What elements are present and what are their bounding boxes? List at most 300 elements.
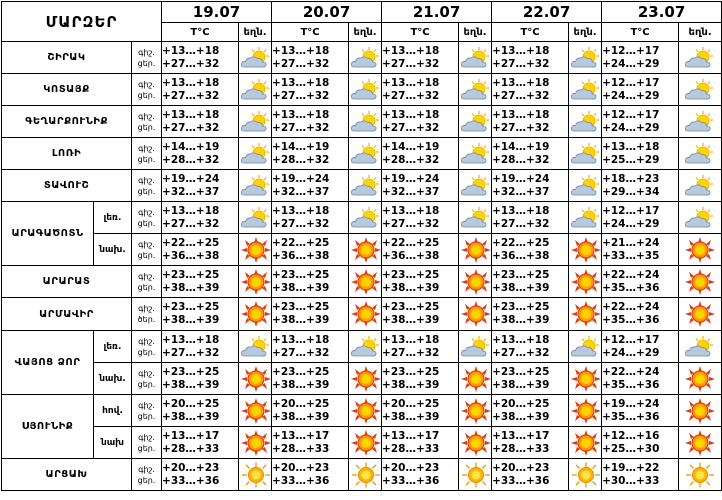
period-labels <box>132 42 162 74</box>
temperature-cell <box>272 331 349 363</box>
weather-cell <box>459 395 492 427</box>
hot-sun-icon <box>459 301 492 327</box>
day-label: ցեր. <box>137 186 156 196</box>
sun-icon <box>459 462 492 488</box>
night-temp: +20…+25 <box>272 397 330 410</box>
day-temp: +32…+37 <box>162 185 220 198</box>
partly-cloudy-icon <box>459 110 492 134</box>
weather-cell <box>349 170 382 202</box>
temperature-cell <box>492 202 569 234</box>
table-row <box>2 202 722 234</box>
day-temp: +28…+33 <box>272 442 330 455</box>
date-header: 22.07 <box>492 2 602 23</box>
night-temp: +23…+25 <box>162 268 220 281</box>
date-header: 21.07 <box>382 2 492 23</box>
weather-cell <box>459 42 492 74</box>
night-temp: +13…+18 <box>162 44 220 57</box>
temperature-cell <box>162 42 239 74</box>
temperature-cell <box>272 363 349 395</box>
weather-cell <box>239 427 272 459</box>
day-temp: +27…+32 <box>382 121 440 134</box>
night-temp: +22…+25 <box>162 236 220 249</box>
partly-cloudy-icon <box>569 142 602 166</box>
temperature-cell <box>492 459 569 491</box>
day-temp: +27…+32 <box>272 57 330 70</box>
temperature-cell <box>272 298 349 331</box>
table-row <box>2 459 722 491</box>
hot-sun-icon <box>569 430 602 456</box>
day-temp: +35…+36 <box>602 314 660 326</box>
temp-column-header: T°C <box>382 23 459 42</box>
period-labels <box>132 106 162 138</box>
weather-cell <box>239 106 272 138</box>
night-temp: +13…+18 <box>272 44 330 57</box>
partly-cloudy-icon <box>459 335 492 359</box>
day-temp: +24…+29 <box>602 57 660 70</box>
day-temp: +27…+32 <box>382 217 440 230</box>
weather-cell <box>569 266 602 298</box>
temperature-cell <box>162 266 239 298</box>
night-temp: +19…+24 <box>162 172 220 185</box>
weather-cell <box>569 427 602 459</box>
period-labels <box>132 234 162 266</box>
weather-cell <box>239 266 272 298</box>
night-temp: +14…+19 <box>272 140 330 153</box>
night-temp: +13…+18 <box>492 44 550 57</box>
night-temp: +13…+18 <box>382 333 440 346</box>
night-temp: +20…+23 <box>272 461 330 474</box>
partly-cloudy-icon <box>349 78 382 102</box>
temperature-cell <box>162 234 239 266</box>
subregion-label: հով. <box>94 395 132 427</box>
night-temp: +20…+23 <box>382 461 440 474</box>
night-label: գիշ. <box>138 239 155 249</box>
hot-sun-icon <box>459 430 492 456</box>
partly-cloudy-icon <box>349 46 382 70</box>
table-row <box>2 298 722 331</box>
hot-sun-icon <box>683 301 717 327</box>
temperature-cell <box>602 202 679 234</box>
night-label: գիշ. <box>138 464 155 474</box>
hot-sun-icon <box>569 398 602 424</box>
night-temp: +23…+25 <box>382 365 440 378</box>
night-temp: +22…+24 <box>602 301 660 313</box>
weather-cell <box>569 202 602 234</box>
table-row <box>2 106 722 138</box>
night-label: գիշ. <box>138 79 155 89</box>
partly-cloudy-icon <box>569 335 602 359</box>
day-label: ցեր. <box>137 347 156 357</box>
temperature-cell <box>272 138 349 170</box>
day-temp: +38…+39 <box>492 314 550 326</box>
night-label: գիշ. <box>138 143 155 153</box>
temperature-cell <box>602 395 679 427</box>
night-temp: +12…+17 <box>602 44 660 57</box>
temperature-cell <box>492 138 569 170</box>
weather-cell <box>239 170 272 202</box>
regions-header: ՄԱՐԶԵՐ <box>2 2 162 42</box>
region-name: ԼՈՌԻ <box>2 138 132 170</box>
day-temp: +32…+37 <box>492 185 550 198</box>
night-temp: +14…+19 <box>162 140 220 153</box>
temperature-cell <box>382 459 459 491</box>
day-temp: +38…+39 <box>272 378 330 391</box>
day-label: ցեր. <box>137 90 156 100</box>
temperature-cell <box>162 202 239 234</box>
partly-cloudy-icon <box>349 142 382 166</box>
weather-cell <box>569 74 602 106</box>
night-temp: +19…+24 <box>272 172 330 185</box>
table-row <box>2 331 722 363</box>
temperature-cell <box>272 266 349 298</box>
weather-cell <box>459 266 492 298</box>
partly-cloudy-icon <box>239 78 272 102</box>
hot-sun-icon <box>683 398 717 424</box>
hot-sun-icon <box>683 430 717 456</box>
weather-cell <box>239 202 272 234</box>
temperature-cell <box>382 234 459 266</box>
partly-cloudy-icon <box>683 206 717 230</box>
weather-cell <box>679 298 722 331</box>
night-temp: +23…+25 <box>382 268 440 281</box>
night-temp: +13…+18 <box>602 140 660 153</box>
day-label: ցեր. <box>137 443 156 453</box>
weather-cell <box>349 74 382 106</box>
weather-cell <box>569 459 602 491</box>
hot-sun-icon <box>349 301 382 327</box>
night-temp: +19…+24 <box>382 172 440 185</box>
table-row <box>2 363 722 395</box>
day-temp: +27…+32 <box>162 121 220 134</box>
weather-column-header: եղն. <box>239 23 272 42</box>
sun-icon <box>349 462 382 488</box>
weather-cell <box>679 363 722 395</box>
day-temp: +27…+32 <box>492 121 550 134</box>
weather-cell <box>239 74 272 106</box>
temperature-cell <box>162 138 239 170</box>
temperature-cell <box>382 106 459 138</box>
hot-sun-icon <box>239 366 272 392</box>
night-temp: +23…+25 <box>492 268 550 281</box>
day-temp: +32…+37 <box>382 185 440 198</box>
partly-cloudy-icon <box>569 78 602 102</box>
temperature-cell <box>382 202 459 234</box>
region-name: ՇԻՐԱԿ <box>2 42 132 74</box>
day-temp: +36…+38 <box>492 249 550 262</box>
temperature-cell <box>602 266 679 298</box>
day-temp: +38…+39 <box>272 410 330 423</box>
day-temp: +38…+39 <box>382 410 440 423</box>
night-temp: +13…+18 <box>272 108 330 121</box>
period-labels <box>132 202 162 234</box>
hot-sun-icon <box>349 237 382 263</box>
day-label: ցեր. <box>137 58 156 68</box>
night-temp: +13…+17 <box>382 429 440 442</box>
weather-cell <box>349 395 382 427</box>
partly-cloudy-icon <box>569 46 602 70</box>
temperature-cell <box>272 42 349 74</box>
day-label: ծեր. <box>137 315 156 324</box>
partly-cloudy-icon <box>239 142 272 166</box>
night-temp: +13…+18 <box>492 204 550 217</box>
hot-sun-icon <box>569 237 602 263</box>
partly-cloudy-icon <box>569 110 602 134</box>
day-temp: +32…+37 <box>272 185 330 198</box>
night-label: գիշ. <box>138 368 155 378</box>
weather-cell <box>459 106 492 138</box>
temperature-cell <box>382 363 459 395</box>
day-temp: +33…+36 <box>272 474 330 487</box>
region-name: ԿՈՏԱՅՔ <box>2 74 132 106</box>
period-labels <box>132 170 162 202</box>
temperature-cell <box>382 427 459 459</box>
weather-cell <box>349 266 382 298</box>
day-label: ցեր. <box>137 250 156 260</box>
hot-sun-icon <box>569 366 602 392</box>
night-temp: +23…+25 <box>162 301 220 313</box>
partly-cloudy-icon <box>569 206 602 230</box>
temp-column-header: T°C <box>272 23 349 42</box>
day-temp: +27…+32 <box>382 57 440 70</box>
day-temp: +24…+29 <box>602 121 660 134</box>
night-temp: +23…+25 <box>162 365 220 378</box>
night-temp: +23…+25 <box>492 365 550 378</box>
weather-cell <box>239 459 272 491</box>
temperature-cell <box>602 298 679 331</box>
partly-cloudy-icon <box>459 142 492 166</box>
temperature-cell <box>492 331 569 363</box>
partly-cloudy-icon <box>683 174 717 198</box>
temperature-cell <box>602 459 679 491</box>
partly-cloudy-icon <box>459 174 492 198</box>
weather-cell <box>679 42 722 74</box>
temperature-cell <box>602 138 679 170</box>
day-temp: +35…+36 <box>602 378 660 391</box>
night-label: գիշ. <box>138 271 155 281</box>
day-temp: +27…+32 <box>272 89 330 102</box>
night-temp: +20…+25 <box>162 397 220 410</box>
temperature-cell <box>382 266 459 298</box>
table-row <box>2 427 722 459</box>
weather-cell <box>349 138 382 170</box>
temp-column-header: T°C <box>492 23 569 42</box>
partly-cloudy-icon <box>569 174 602 198</box>
temperature-cell <box>492 363 569 395</box>
temperature-cell <box>492 395 569 427</box>
night-label: գիշ. <box>138 432 155 442</box>
sun-icon <box>569 462 602 488</box>
day-temp: +36…+38 <box>162 249 220 262</box>
hot-sun-icon <box>569 301 602 327</box>
temperature-cell <box>272 106 349 138</box>
night-temp: +20…+25 <box>382 397 440 410</box>
partly-cloudy-icon <box>239 335 272 359</box>
weather-cell <box>569 170 602 202</box>
temperature-cell <box>382 138 459 170</box>
day-temp: +28…+32 <box>382 153 440 166</box>
period-labels <box>132 459 162 491</box>
date-header: 19.07 <box>162 2 272 23</box>
day-temp: +38…+39 <box>162 314 220 326</box>
night-label: գիշ. <box>138 336 155 346</box>
region-name: ԱՐՑԱԽ <box>2 459 132 491</box>
night-temp: +13…+18 <box>382 108 440 121</box>
weather-cell <box>679 331 722 363</box>
night-temp: +14…+19 <box>382 140 440 153</box>
temp-column-header: T°C <box>162 23 239 42</box>
weather-cell <box>459 331 492 363</box>
temperature-cell <box>602 170 679 202</box>
weather-cell <box>679 427 722 459</box>
day-label: ցեր. <box>137 379 156 389</box>
day-temp: +27…+32 <box>162 346 220 359</box>
weather-cell <box>349 427 382 459</box>
weather-cell <box>679 266 722 298</box>
table-row <box>2 170 722 202</box>
weather-cell <box>679 202 722 234</box>
day-temp: +28…+33 <box>162 442 220 455</box>
night-temp: +13…+18 <box>272 333 330 346</box>
day-temp: +27…+32 <box>162 217 220 230</box>
day-temp: +38…+39 <box>272 314 330 326</box>
day-temp: +27…+32 <box>492 57 550 70</box>
hot-sun-icon <box>683 269 717 295</box>
hot-sun-icon <box>349 269 382 295</box>
temperature-cell <box>602 74 679 106</box>
weather-cell <box>349 202 382 234</box>
night-temp: +21…+24 <box>602 236 660 249</box>
weather-cell <box>459 459 492 491</box>
temperature-cell <box>162 395 239 427</box>
weather-cell <box>239 138 272 170</box>
weather-cell <box>459 74 492 106</box>
partly-cloudy-icon <box>239 110 272 134</box>
day-temp: +27…+32 <box>162 89 220 102</box>
night-temp: +22…+24 <box>602 365 660 378</box>
day-temp: +24…+29 <box>602 346 660 359</box>
weather-cell <box>239 395 272 427</box>
day-temp: +36…+38 <box>272 249 330 262</box>
hot-sun-icon <box>459 269 492 295</box>
night-temp: +13…+17 <box>272 429 330 442</box>
temperature-cell <box>492 42 569 74</box>
subregion-label: նախ <box>94 427 132 459</box>
temp-column-header: T°C <box>602 23 679 42</box>
hot-sun-icon <box>683 366 717 392</box>
day-temp: +28…+33 <box>492 442 550 455</box>
weather-column-header: եղն. <box>679 23 722 42</box>
temperature-cell <box>492 170 569 202</box>
table-row <box>2 138 722 170</box>
night-temp: +20…+25 <box>492 397 550 410</box>
temperature-cell <box>492 266 569 298</box>
day-temp: +27…+32 <box>272 346 330 359</box>
table-row <box>2 266 722 298</box>
night-temp: +13…+18 <box>272 204 330 217</box>
region-name: ՍՅՈՒՆԻՔ <box>2 395 94 459</box>
temperature-cell <box>602 331 679 363</box>
weather-cell <box>569 234 602 266</box>
night-temp: +13…+18 <box>272 76 330 89</box>
night-temp: +13…+18 <box>492 108 550 121</box>
temperature-cell <box>492 74 569 106</box>
region-name: ՏԱՎՈՒՇ <box>2 170 132 202</box>
period-labels <box>132 74 162 106</box>
date-header: 20.07 <box>272 2 382 23</box>
day-temp: +38…+39 <box>162 410 220 423</box>
temperature-cell <box>382 42 459 74</box>
weather-cell <box>679 170 722 202</box>
day-temp: +33…+36 <box>162 474 220 487</box>
night-temp: +13…+18 <box>382 76 440 89</box>
partly-cloudy-icon <box>349 206 382 230</box>
day-temp: +28…+32 <box>272 153 330 166</box>
night-temp: +19…+24 <box>492 172 550 185</box>
day-temp: +38…+39 <box>382 281 440 294</box>
day-temp: +28…+32 <box>162 153 220 166</box>
weather-cell <box>569 42 602 74</box>
temperature-cell <box>492 298 569 331</box>
weather-cell <box>459 234 492 266</box>
weather-cell <box>569 395 602 427</box>
temperature-cell <box>602 427 679 459</box>
day-temp: +36…+38 <box>382 249 440 262</box>
weather-column-header: եղն. <box>569 23 602 42</box>
day-label: ցեր. <box>137 154 156 164</box>
day-label: ցեր. <box>137 218 156 228</box>
temperature-cell <box>162 427 239 459</box>
day-temp: +33…+35 <box>602 249 660 262</box>
day-temp: +38…+39 <box>492 378 550 391</box>
subregion-label: լեռ. <box>94 202 132 234</box>
day-temp: +27…+32 <box>272 217 330 230</box>
night-temp: +19…+24 <box>602 397 660 410</box>
weather-cell <box>679 74 722 106</box>
partly-cloudy-icon <box>349 335 382 359</box>
day-temp: +27…+32 <box>492 217 550 230</box>
sun-icon <box>683 462 717 488</box>
temperature-cell <box>162 298 239 331</box>
day-temp: +27…+32 <box>492 346 550 359</box>
day-temp: +33…+36 <box>382 474 440 487</box>
weather-cell <box>239 234 272 266</box>
day-temp: +27…+32 <box>162 57 220 70</box>
weather-cell <box>349 459 382 491</box>
weather-cell <box>459 427 492 459</box>
night-label: գիշ. <box>138 111 155 121</box>
weather-cell <box>349 331 382 363</box>
night-temp: +23…+25 <box>492 301 550 313</box>
weather-cell <box>349 234 382 266</box>
night-temp: +23…+25 <box>272 268 330 281</box>
table-row <box>2 74 722 106</box>
day-temp: +38…+39 <box>272 281 330 294</box>
weather-column-header: եղն. <box>349 23 382 42</box>
day-temp: +29…+34 <box>602 185 660 198</box>
period-labels <box>132 395 162 427</box>
night-temp: +22…+24 <box>602 268 660 281</box>
night-temp: +13…+17 <box>162 429 220 442</box>
day-label: ցեր. <box>137 122 156 132</box>
weather-cell <box>349 363 382 395</box>
partly-cloudy-icon <box>349 110 382 134</box>
day-temp: +38…+39 <box>382 314 440 326</box>
region-name: ԱՐԱՐԱՏ <box>2 266 132 298</box>
weather-cell <box>239 331 272 363</box>
temperature-cell <box>492 106 569 138</box>
weather-cell <box>679 395 722 427</box>
day-temp: +30…+33 <box>602 474 660 487</box>
